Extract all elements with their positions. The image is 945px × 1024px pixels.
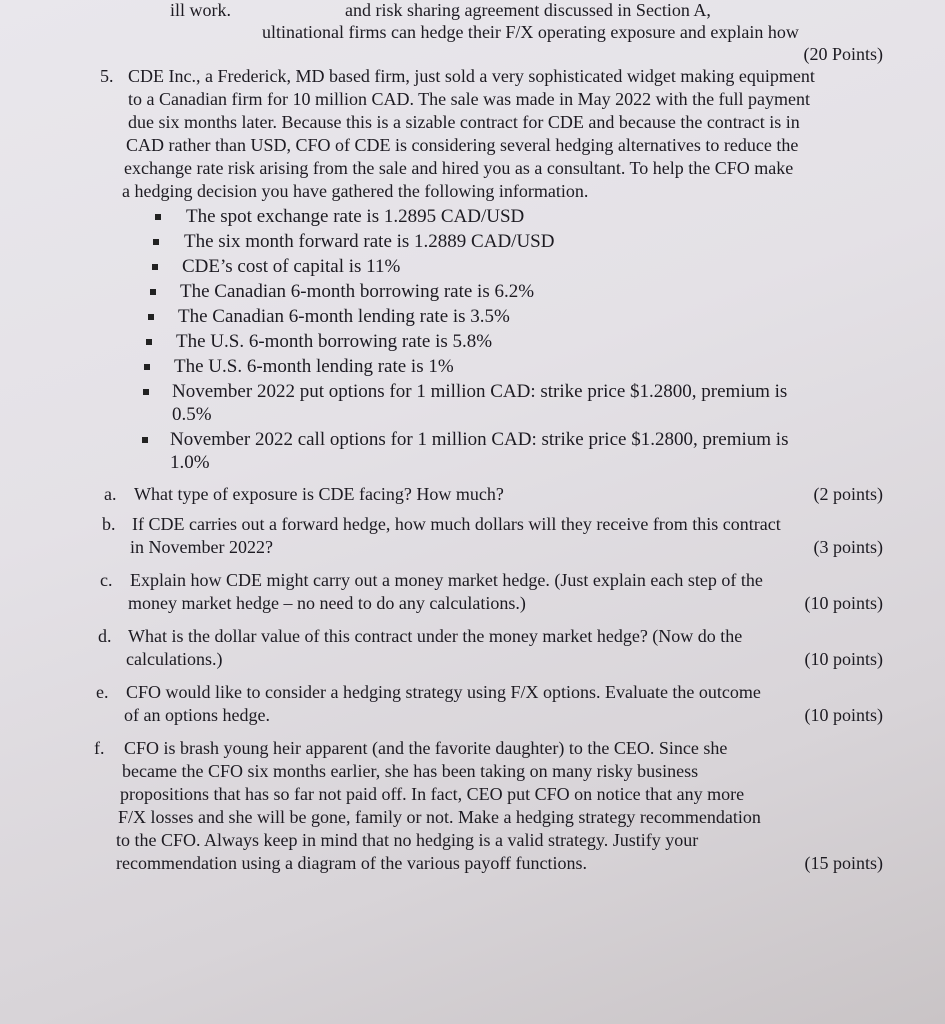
bullet-icon — [155, 214, 161, 220]
part-a-points: (2 points) — [813, 484, 883, 504]
intro-line-6: a hedging decision you have gathered the following information. — [122, 181, 589, 201]
bullet-item-5: The Canadian 6-month lending rate is 3.5% — [178, 306, 510, 327]
part-b-letter: b. — [102, 514, 116, 534]
part-f-letter: f. — [94, 738, 105, 758]
bullet-item-9: November 2022 call options for 1 million CAD: strike price $1.2800, premium is — [170, 429, 789, 450]
part-c-line-2: money market hedge – no need to do any calculations.) — [128, 593, 526, 613]
part-a-text: What type of exposure is CDE facing? How much? — [134, 484, 504, 504]
bullet-icon — [148, 314, 154, 320]
intro-line-3: due six months later. Because this is a sizable contract for CDE and because the contract is in — [128, 112, 800, 132]
bullet-icon — [143, 389, 149, 395]
prev-fragment-line1: and risk sharing agreement discussed in Section A, — [345, 0, 711, 20]
bullet-icon — [152, 264, 158, 270]
bullet-item-1: The spot exchange rate is 1.2895 CAD/USD — [186, 206, 525, 227]
question-number: 5. — [100, 66, 114, 86]
bullet-item-9-cont: 1.0% — [170, 452, 210, 473]
bullet-item-3: CDE’s cost of capital is 11% — [182, 256, 401, 277]
part-b-line-2: in November 2022? — [130, 537, 273, 557]
prev-fragment-left: ill work. — [170, 0, 231, 20]
part-d-letter: d. — [98, 626, 112, 646]
bullet-item-8-cont: 0.5% — [172, 404, 212, 425]
question-points: (20 Points) — [803, 44, 883, 64]
part-e-line-1: CFO would like to consider a hedging strategy using F/X options. Evaluate the outcome — [126, 682, 761, 702]
part-a-letter: a. — [104, 484, 117, 504]
bullet-icon — [144, 364, 150, 370]
part-f-line-4: F/X losses and she will be gone, family or not. Make a hedging strategy recommendation — [118, 807, 761, 827]
bullet-item-8: November 2022 put options for 1 million CAD: strike price $1.2800, premium is — [172, 381, 788, 402]
part-d-line-1: What is the dollar value of this contract under the money market hedge? (Now do the — [128, 626, 743, 646]
part-f-line-5: to the CFO. Always keep in mind that no hedging is a valid strategy. Justify your — [116, 830, 699, 850]
part-e-letter: e. — [96, 682, 109, 702]
part-c-letter: c. — [100, 570, 113, 590]
bullet-item-4: The Canadian 6-month borrowing rate is 6.2% — [180, 281, 535, 302]
bullet-icon — [146, 339, 152, 345]
part-f-points: (15 points) — [804, 853, 883, 873]
bullet-item-2: The six month forward rate is 1.2889 CAD/USD — [184, 231, 555, 252]
part-b-line-1: If CDE carries out a forward hedge, how much dollars will they receive from this contract — [132, 514, 781, 534]
intro-line-1: CDE Inc., a Frederick, MD based firm, just sold a very sophisticated widget making equipment — [128, 66, 815, 86]
part-e-line-2: of an options hedge. — [124, 705, 270, 725]
part-f-line-1: CFO is brash young heir apparent (and the favorite daughter) to the CEO. Since she — [124, 738, 728, 758]
part-d-line-2: calculations.) — [126, 649, 223, 669]
bullet-icon — [142, 437, 148, 443]
part-f-line-6: recommendation using a diagram of the various payoff functions. — [116, 853, 588, 873]
intro-line-2: to a Canadian firm for 10 million CAD. The sale was made in May 2022 with the full payment — [128, 89, 811, 109]
part-d-points: (10 points) — [804, 649, 883, 669]
part-f-line-3: propositions that has so far not paid off. In fact, CEO put CFO on notice that any more — [120, 784, 745, 804]
part-c-points: (10 points) — [804, 593, 883, 613]
prev-fragment-line2: ultinational firms can hedge their F/X operating exposure and explain how — [262, 22, 799, 42]
intro-line-5: exchange rate risk arising from the sale and hired you as a consultant. To help the CFO make — [124, 158, 794, 178]
part-f-line-2: became the CFO six months earlier, she has been taking on many risky business — [122, 761, 699, 781]
bullet-item-7: The U.S. 6-month lending rate is 1% — [174, 356, 454, 377]
part-e-points: (10 points) — [804, 705, 883, 725]
part-b-points: (3 points) — [813, 537, 883, 557]
intro-line-4: CAD rather than USD, CFO of CDE is considering several hedging alternatives to reduce the — [126, 135, 799, 155]
bullet-icon — [150, 289, 156, 295]
part-c-line-1: Explain how CDE might carry out a money market hedge. (Just explain each step of the — [130, 570, 763, 590]
bullet-icon — [153, 239, 159, 245]
bullet-item-6: The U.S. 6-month borrowing rate is 5.8% — [176, 331, 493, 352]
